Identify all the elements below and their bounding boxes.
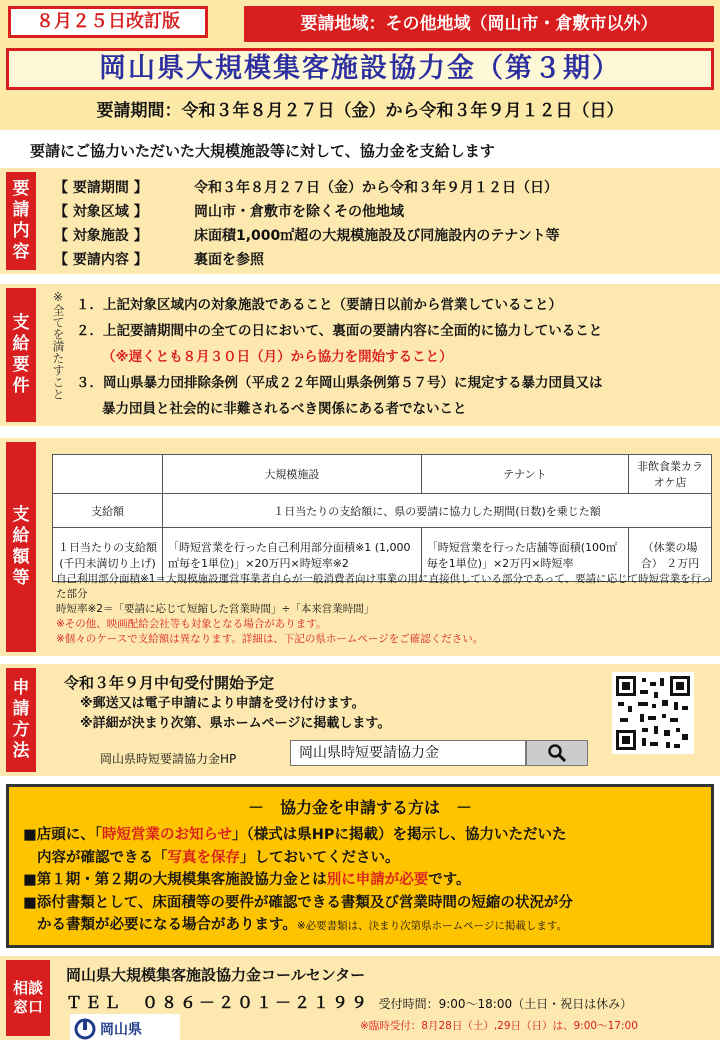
howto-body — [9, 818, 711, 938]
table-cell: １日当たりの支給額に、県の要請に協力した期間(日数)を乗じた額 — [163, 494, 712, 528]
payment-note: ※その他、映画配給会社等も対象となる場合があります。 — [56, 618, 327, 630]
apply-notes — [80, 694, 390, 734]
condition-red-note: （※遅くとも８月３０日（月）から協力を開始すること） — [102, 349, 453, 365]
howto-line: 内容が確認できる「写真を保存」しておいてください。 — [37, 849, 400, 866]
request-row: 【 要請内容 】 裏面を参照 — [54, 252, 264, 268]
request-rows — [54, 176, 560, 272]
payment-table — [52, 454, 712, 582]
area-badge: 要請地域：その他地域（岡山市・倉敷市以外） — [244, 6, 714, 42]
payment-section — [0, 438, 720, 656]
hp-label: 岡山県時短要請協力金HP — [100, 752, 237, 766]
condition-item: ３．岡山県暴力団排除条例（平成２２年岡山県条例第５７号）に規定する暴力団員又は — [76, 375, 603, 391]
revision-badge: ８月２５日改訂版 — [8, 6, 208, 38]
request-row: 【 対象区域 】 岡山市・倉敷市を除くその他地域 — [54, 204, 404, 220]
conditions-section — [0, 284, 720, 426]
conditions-list — [76, 292, 603, 422]
contact-section — [0, 956, 720, 1040]
page-title: 岡山県大規模集客施設協力金（第３期） — [6, 48, 714, 90]
condition-item: 暴力団員と社会的に非難されるべき関係にある者でないこと — [102, 401, 467, 417]
payment-note: ※個々のケースで支給額は異なります。詳細は、下記の県ホームページをご確認ください。 — [56, 633, 484, 645]
conditions-label: 支 給 要 件 — [6, 288, 36, 422]
table-cell: 「時短営業を行った店舗等面積(100㎡毎を1単位)」×2万円×時短率 — [421, 528, 628, 582]
apply-heading: 令和３年９月中旬受付開始予定 — [64, 674, 275, 692]
payment-note: 自己利用部分面積※1＝大規模施設運営事業者自らが一般消費者向け事業の用に直接供している部分であって、要請に応じて時短営業を行った部分 — [56, 573, 712, 600]
table-cell: １日当たりの支給額 (千円未満切り上げ) — [53, 528, 163, 582]
contact-note: ※臨時受付：8月28日（土）,29日（日）は、9:00～17:00 — [360, 1020, 638, 1032]
condition-item: ２．上記要請期間中の全ての日において、裏面の要請内容に全面的に協力していること — [76, 323, 603, 339]
okayama-logo: 岡山県 — [70, 1014, 180, 1040]
request-label: 要 請 内 容 — [6, 172, 36, 270]
contact-tel: ＴＥＬ ０８６－２０１－２１９９ 受付時間：9:00～18:00（土日・祝日は休み） — [66, 993, 633, 1012]
payment-label: 支 給 額 等 — [6, 442, 36, 652]
header — [0, 0, 720, 130]
prefecture-emblem-icon — [74, 1018, 96, 1040]
apply-note: ※詳細が決まり次第、県ホームページに掲載します。 — [80, 716, 391, 731]
contact-label: 相談 窓口 — [6, 960, 50, 1036]
contact-title: 岡山県大規模集客施設協力金コールセンター — [66, 966, 366, 984]
payment-note: 時短率※2＝「要請に応じて短縮した営業時間」÷「本来営業時間」 — [56, 603, 375, 615]
table-header: 非飲食業カラオケ店 — [628, 455, 711, 494]
howto-line: ■第１期・第２期の大規模集客施設協力金とは別に申請が必要です。 — [23, 872, 471, 888]
table-cell: （休業の場合） ２万円 — [628, 528, 711, 582]
condition-item: １．上記対象区域内の対象施設であること（要請日以前から営業していること） — [76, 297, 562, 313]
request-period: 要請期間：令和３年８月２７日（金）から令和３年９月１２日（日） — [96, 101, 624, 121]
request-row: 【 要請期間 】 令和３年８月２７日（金）から令和３年９月１２日（日） — [54, 180, 558, 196]
conditions-note: ※全てを満たすこと — [51, 290, 65, 400]
table-header: テナント — [421, 455, 628, 494]
search-input[interactable]: 岡山県時短要請協力金 — [290, 740, 526, 766]
howto-line: ■添付書類として、床面積等の要件が確認できる書類及び営業時間の短縮の状況が分 — [23, 894, 573, 911]
search-icon — [547, 743, 567, 763]
request-section — [0, 168, 720, 274]
request-row: 【 対象施設 】 床面積1,000㎡超の大規模施設及び同施設内のテナント等 — [54, 228, 560, 244]
table-cell: 支給額 — [53, 494, 163, 528]
intro-text: 要請にご協力いただいた大規模施設等に対して、協力金を支給します — [30, 142, 495, 160]
apply-note: ※郵送又は電子申請により申請を受け付けます。 — [80, 696, 365, 711]
search-button[interactable] — [526, 740, 588, 766]
table-header — [53, 455, 163, 494]
payment-notes — [56, 572, 720, 647]
howto-title: － 協力金を申請する方は － — [247, 798, 472, 817]
qr-code-icon[interactable] — [612, 672, 694, 754]
apply-section — [0, 664, 720, 776]
apply-label: 申 請 方 法 — [6, 668, 36, 772]
howto-line: かる書類が必要になる場合があります。※必要書類は、決まり次第県ホームページに掲載します。 — [37, 917, 568, 933]
table-header: 大規模施設 — [163, 455, 422, 494]
howto-line: ■店頭に、「時短営業のお知らせ」（様式は県HPに掲載）を掲示し、協力いただいた — [23, 827, 567, 843]
howto-box — [6, 784, 714, 948]
table-cell: 「時短営業を行った自己利用部分面積※1 (1,000㎡毎を1単位)」×20万円×時短率※2 — [163, 528, 422, 582]
